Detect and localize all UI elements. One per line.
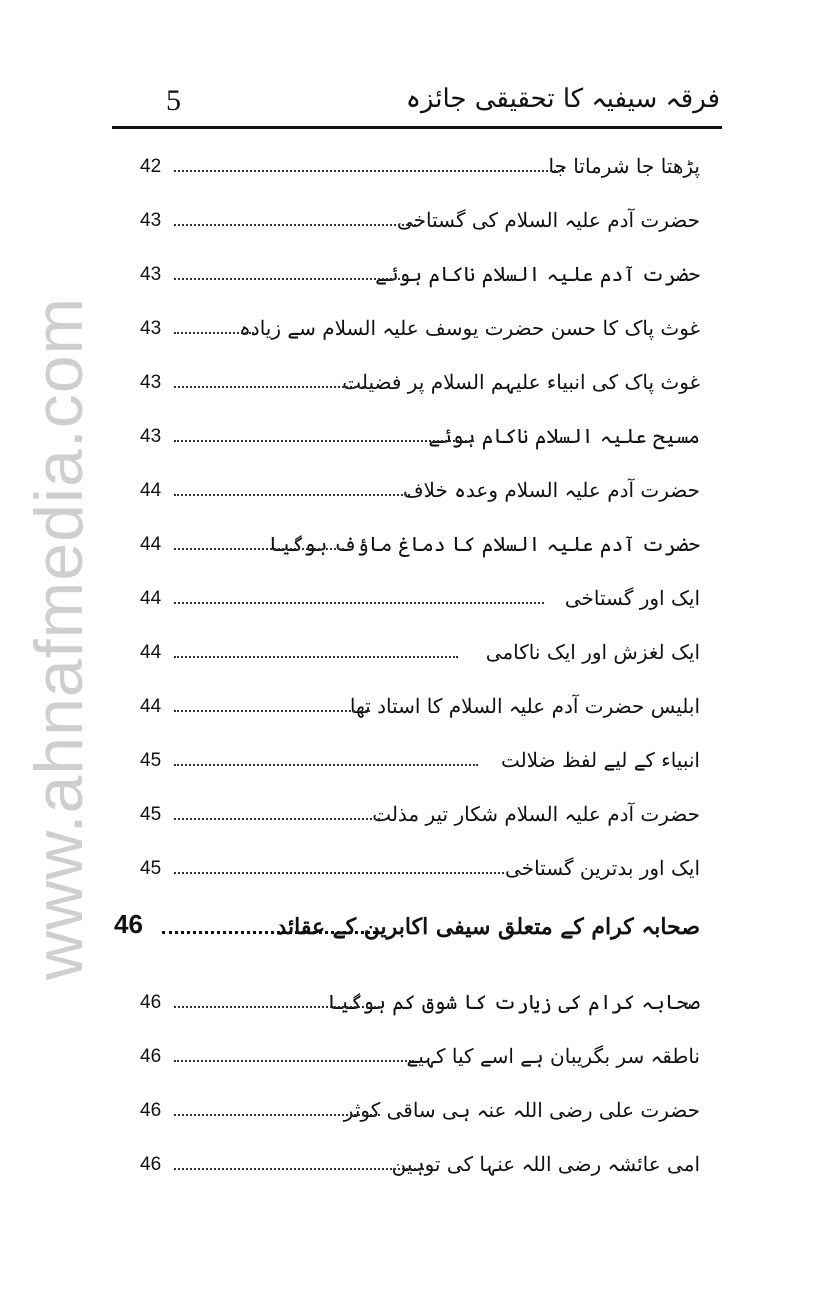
toc-entry-page: 44 — [140, 588, 162, 609]
dot-leader — [174, 1060, 414, 1062]
toc-entry-title: حضرت آدم علیہ السلام شکار تیر مذلت — [372, 802, 700, 826]
toc-entry-page: 46 — [140, 992, 162, 1013]
toc-entry — [140, 682, 700, 722]
toc-entry — [140, 196, 700, 236]
toc-entry-title: امی عائشہ رضی اللہ عنہا کی توہین — [391, 1152, 700, 1176]
dot-leader — [162, 931, 376, 934]
toc-entry-page: 43 — [140, 426, 162, 447]
toc-entry — [140, 574, 700, 614]
toc-entry — [140, 1086, 700, 1126]
toc-entry-page: 44 — [140, 534, 162, 555]
toc-entry — [140, 790, 700, 830]
toc-entry-title: صحابہ کرام کی زیارت کا شوق کم ہوگیا — [327, 990, 700, 1014]
dot-leader — [174, 1006, 380, 1008]
toc-entry-page: 46 — [140, 1100, 162, 1121]
dot-leader — [174, 818, 380, 820]
header-rule — [112, 126, 722, 129]
page-number: 5 — [166, 84, 181, 117]
toc-entry — [140, 1032, 700, 1072]
dot-leader — [174, 548, 344, 550]
toc-entry — [140, 358, 700, 398]
toc-entry-page: 46 — [140, 1046, 162, 1067]
toc-entry-page: 44 — [140, 642, 162, 663]
dot-leader — [174, 602, 544, 604]
toc-entry-title: مسیح علیہ السلام ناکام ہوئے — [428, 424, 700, 448]
toc-entry-page: 43 — [140, 318, 162, 339]
toc-entry-page: 45 — [140, 858, 162, 879]
toc-entry-title: ناطقہ سر بگریبان ہے اسے کیا کہیے — [406, 1044, 700, 1068]
toc-entry-title: ایک اور بدترین گستاخی — [505, 856, 700, 880]
toc-section-heading — [114, 904, 700, 944]
toc-entry-title: حضرت آدم علیہ السلام ناکام ہوئے — [375, 262, 700, 286]
dot-leader — [174, 710, 370, 712]
toc-entry — [140, 628, 700, 668]
toc-entry-title: ایک اور گستاخی — [564, 586, 700, 610]
toc-entry-page: 43 — [140, 210, 162, 231]
toc-entry — [140, 844, 700, 884]
toc-entry — [140, 304, 700, 344]
dot-leader — [174, 1168, 424, 1170]
toc-entry — [140, 142, 700, 182]
dot-leader — [174, 224, 420, 226]
toc-entry-page: 45 — [140, 750, 162, 771]
dot-leader — [174, 764, 478, 766]
toc-entry-page: 43 — [140, 372, 162, 393]
toc-entry-title: پڑھتا جا شرماتا جا — [548, 154, 700, 178]
dot-leader — [174, 440, 474, 442]
dot-leader — [174, 494, 410, 496]
toc-entry — [140, 412, 700, 452]
toc-entry-title: حضرت علی رضی اللہ عنہ ہی ساقی کوثر — [343, 1098, 700, 1122]
toc-entry — [140, 520, 700, 560]
toc-entry-page: 43 — [140, 264, 162, 285]
toc-entry — [140, 736, 700, 776]
toc-entry-title: ابلیس حضرت آدم علیہ السلام کا استاد تھا — [349, 694, 700, 718]
page-header — [112, 84, 722, 128]
toc-entry-title: ایک لغزش اور ایک ناکامی — [485, 640, 700, 664]
dot-leader — [174, 278, 408, 280]
toc-entry-page: 45 — [140, 804, 162, 825]
toc-entry-title: حضرت آدم علیہ السلام کی گستاخی — [396, 208, 700, 232]
toc-entry — [140, 1140, 700, 1180]
toc-entry-page: 42 — [140, 156, 162, 177]
toc-entry — [140, 466, 700, 506]
dot-leader — [174, 170, 564, 172]
book-title: فرقہ سیفیہ کا تحقیقی جائزہ — [405, 84, 720, 114]
toc-entry-page: 44 — [140, 696, 162, 717]
toc-entry-title: حضرت آدم علیہ السلام کا دماغ ماؤف ہوگیا — [268, 532, 700, 556]
section-page: 46 — [114, 909, 143, 939]
dot-leader — [174, 332, 254, 334]
dot-leader — [174, 386, 364, 388]
watermark-text: www.ahnafmedia.com — [21, 296, 97, 980]
section-title: صحابہ کرام کے متعلق سیفی اکابرین کے عقائد — [276, 914, 700, 940]
toc-entry-title: غوث پاک کی انبیاء علیہم السلام پر فضیلت — [342, 370, 700, 394]
toc-entry-page: 46 — [140, 1154, 162, 1175]
toc-entry-title: غوث پاک کا حسن حضرت یوسف علیہ السلام سے زیادہ — [239, 316, 700, 340]
toc-entry-page: 44 — [140, 480, 162, 501]
dot-leader — [174, 872, 504, 874]
toc-entry — [140, 978, 700, 1018]
dot-leader — [174, 656, 458, 658]
toc-entry-title: حضرت آدم علیہ السلام وعدہ خلاف — [402, 478, 700, 502]
toc-entry-title: انبیاء کے لیے لفظ ضلالت — [500, 748, 700, 772]
toc-entry — [140, 250, 700, 290]
dot-leader — [174, 1114, 380, 1116]
